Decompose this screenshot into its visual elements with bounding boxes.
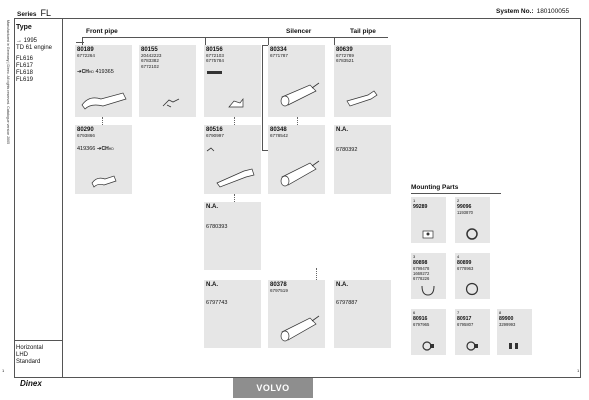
- column-title-underline: [82, 37, 388, 38]
- part-number: 80916: [413, 316, 428, 322]
- model-item: FL617: [16, 63, 34, 69]
- column-tail-pipe: Tail pipe: [350, 28, 376, 35]
- sidebar-vertical-note: Manufactured in Germany | Dinex. All rights reserved. Catalogue version 2005: [6, 20, 10, 145]
- part-oem: 1193870: [457, 210, 473, 215]
- mounting-part-99289[interactable]: [411, 197, 446, 243]
- system-label: System No.:: [496, 8, 534, 15]
- connector: [334, 37, 335, 45]
- part-reference: 6780393: [206, 224, 228, 230]
- part-index: 6: [413, 310, 416, 315]
- bolt-drawing: [505, 340, 523, 352]
- part-oem: 6795807: [457, 322, 474, 327]
- part-oem: 6793866: [77, 133, 95, 138]
- part-card-na-tail[interactable]: [334, 125, 391, 194]
- part-card-80156[interactable]: [204, 45, 261, 117]
- part-card-80155[interactable]: [139, 45, 196, 117]
- connector-dotted: [234, 117, 235, 125]
- part-number: 89900: [499, 316, 514, 322]
- silencer-drawing: [272, 308, 322, 344]
- connector: [205, 37, 206, 45]
- system-value: 180100055: [536, 8, 570, 15]
- mounting-part-89900[interactable]: [497, 309, 532, 355]
- header-divider: [14, 18, 581, 19]
- type-title: Type: [16, 24, 32, 31]
- column-silencer: Silencer: [286, 28, 312, 35]
- part-oem: 6778963: [457, 266, 474, 271]
- clamp-drawing: [463, 340, 481, 352]
- part-number: 80378: [270, 282, 287, 288]
- ring-clamp-drawing: [463, 282, 481, 296]
- connector-dotted: [234, 194, 235, 202]
- rubber-mount-drawing: [419, 228, 437, 240]
- mounting-part-80916[interactable]: [411, 309, 446, 355]
- mounting-part-99096[interactable]: [455, 197, 490, 243]
- connector: [82, 37, 83, 45]
- part-number: N.A.: [206, 282, 218, 288]
- part-number: N.A.: [206, 204, 218, 210]
- mounting-part-80917[interactable]: [455, 309, 490, 355]
- brand-banner: VOLVO: [233, 378, 313, 398]
- bracket-drawing: [226, 97, 246, 111]
- part-index: 3: [413, 254, 416, 259]
- mounting-title-underline: [411, 193, 501, 194]
- connector-dotted: [297, 117, 298, 125]
- part-oem: 3299993: [499, 322, 516, 327]
- part-index: 8: [499, 310, 502, 315]
- part-reference: 6797743: [206, 300, 228, 306]
- connector: [262, 45, 263, 150]
- column-front-pipe: Front pipe: [86, 28, 118, 35]
- series-header: [17, 8, 51, 18]
- part-card-80378[interactable]: [268, 280, 325, 348]
- left-border: [14, 18, 15, 378]
- bracket-small-drawing: [206, 147, 216, 153]
- part-card-80189[interactable]: [75, 45, 132, 117]
- part-card-80334[interactable]: [268, 45, 325, 117]
- part-number: 99289: [413, 204, 428, 210]
- part-number: 80898: [413, 260, 428, 266]
- part-number: 80189: [77, 47, 94, 53]
- model-item: FL616: [16, 56, 34, 62]
- page-number-right: 1: [577, 368, 580, 373]
- part-number: 80348: [270, 127, 287, 133]
- part-oem: 6771787: [270, 53, 288, 58]
- part-index: 4: [457, 254, 460, 259]
- part-card-na-tail-2[interactable]: [334, 280, 391, 348]
- part-index: 1: [413, 198, 416, 203]
- part-number: 80155: [141, 47, 158, 53]
- part-oem: 6790997: [206, 133, 224, 138]
- part-note: 419366 ➔CHHD: [77, 146, 114, 152]
- system-number: [496, 8, 569, 15]
- part-number: 80334: [270, 47, 287, 53]
- series-label: Series: [17, 11, 37, 18]
- clamp-drawing: [419, 340, 437, 352]
- clamp-drawing: [463, 226, 481, 240]
- part-card-na-front[interactable]: [204, 202, 261, 270]
- silencer-drawing: [272, 153, 322, 189]
- sidebar-divider: [62, 18, 63, 378]
- part-oem: 20442223 6783382 6772102: [141, 53, 162, 69]
- part-card-80516[interactable]: [204, 125, 261, 194]
- part-number: 80516: [206, 127, 223, 133]
- orientation: Horizontal: [16, 345, 44, 351]
- model-item: FL618: [16, 70, 34, 76]
- tail-pipe-drawing: [344, 89, 384, 113]
- spec: Standard: [16, 359, 41, 365]
- part-number: 80156: [206, 47, 223, 53]
- part-note: ➔CHHD 419365: [77, 69, 114, 75]
- connector-dotted: [102, 117, 103, 125]
- series-value: FL: [40, 8, 52, 18]
- part-reference: 6797887: [336, 300, 358, 306]
- part-number: 80290: [77, 127, 94, 133]
- part-index: 2: [457, 198, 460, 203]
- model-item: FL619: [16, 77, 34, 83]
- mounting-part-80898[interactable]: [411, 253, 446, 299]
- sidebar-bottom-divider: [14, 340, 62, 341]
- bracket-small-drawing: [206, 70, 226, 76]
- front-pipe-drawing: [214, 165, 256, 189]
- part-number: 80899: [457, 260, 472, 266]
- connector-dotted: [316, 268, 317, 280]
- part-oem: 6799478 1669272 6778226: [413, 266, 430, 281]
- type-engine: TD 61 engine: [16, 45, 53, 51]
- front-pipe-drawing: [89, 173, 119, 189]
- clamp-drawing: [161, 97, 181, 109]
- part-reference: 6780392: [336, 147, 358, 153]
- part-card-80290[interactable]: [75, 125, 132, 194]
- part-card-na-front-2[interactable]: [204, 280, 261, 348]
- part-oem: 6797519: [270, 288, 288, 293]
- right-border: [580, 18, 581, 378]
- part-number: N.A.: [336, 127, 348, 133]
- u-bolt-drawing: [419, 284, 437, 296]
- type-year: → 1995: [16, 38, 38, 44]
- part-oem: 6772103 6775784: [206, 53, 224, 64]
- page-number-left: 1: [2, 368, 5, 373]
- part-number: 99096: [457, 204, 472, 210]
- part-number: N.A.: [336, 282, 348, 288]
- dinex-logo: Dinex: [20, 379, 42, 388]
- silencer-drawing: [272, 75, 322, 111]
- part-oem: 6797965: [413, 322, 430, 327]
- drive-side: LHD: [16, 352, 29, 358]
- part-card-80639[interactable]: [334, 45, 391, 117]
- mounting-parts-title: Mounting Parts: [411, 184, 459, 191]
- part-number: 80639: [336, 47, 353, 53]
- connector: [268, 37, 269, 45]
- part-card-80348[interactable]: [268, 125, 325, 194]
- part-oem: 6772789 6783521: [336, 53, 354, 64]
- part-oem: 6772264: [77, 53, 95, 58]
- part-number: 80917: [457, 316, 472, 322]
- part-oem: 6778542: [270, 133, 288, 138]
- part-index: 7: [457, 310, 460, 315]
- front-pipe-drawing: [79, 91, 129, 111]
- mounting-part-80899[interactable]: [455, 253, 490, 299]
